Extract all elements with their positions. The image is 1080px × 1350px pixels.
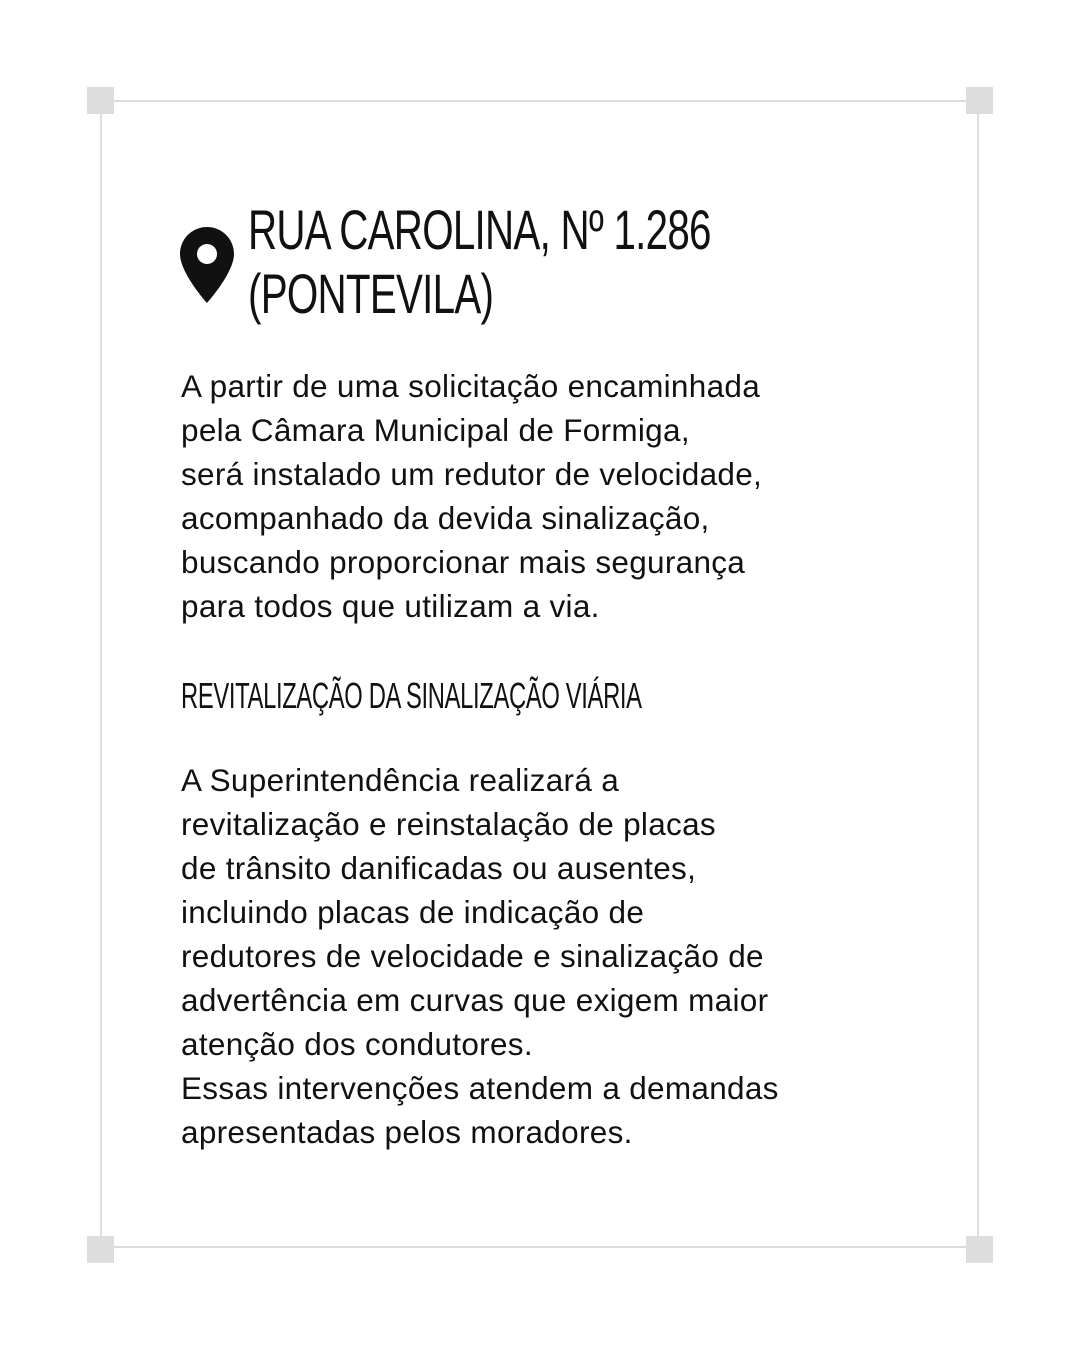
frame-corner-top-left [87, 87, 114, 114]
frame-corner-top-right [966, 87, 993, 114]
paragraph-line: A Superintendência realizará a [181, 762, 620, 798]
paragraph-line: revitalização e reinstalação de placas [181, 806, 716, 842]
paragraph-line: A partir de uma solicitação encaminhada [181, 368, 761, 404]
paragraph-line: Essas intervenções atendem a demandas [181, 1070, 779, 1106]
paragraph-line: pela Câmara Municipal de Formiga, [181, 412, 690, 448]
revitalization-paragraph [181, 758, 779, 1154]
paragraph-line: advertência em curvas que exigem maior [181, 982, 769, 1018]
map-pin-icon [180, 227, 234, 303]
paragraph-line: buscando proporcionar mais segurança [181, 544, 746, 580]
frame-corner-bottom-left [87, 1236, 114, 1263]
paragraph-line: acompanhado da devida sinalização, [181, 500, 710, 536]
paragraph-line: de trânsito danificadas ou ausentes, [181, 850, 697, 886]
paragraph-line: será instalado um redutor de velocidade, [181, 456, 763, 492]
paragraph-line: apresentadas pelos moradores. [181, 1114, 633, 1150]
street-heading-line2: (PONTEVILA) [248, 262, 494, 325]
paragraph-line: redutores de velocidade e sinalização de [181, 938, 764, 974]
paragraph-line: atenção dos condutores. [181, 1026, 533, 1062]
paragraph-line: incluindo placas de indicação de [181, 894, 645, 930]
street-heading [248, 198, 711, 326]
street-heading-line1: RUA CAROLINA, Nº 1.286 [248, 198, 711, 261]
section-subheading: REVITALIZAÇÃO DA SINALIZAÇÃO VIÁRIA [181, 675, 642, 716]
paragraph-line: para todos que utilizam a via. [181, 588, 600, 624]
frame-corner-bottom-right [966, 1236, 993, 1263]
intro-paragraph [181, 364, 762, 628]
